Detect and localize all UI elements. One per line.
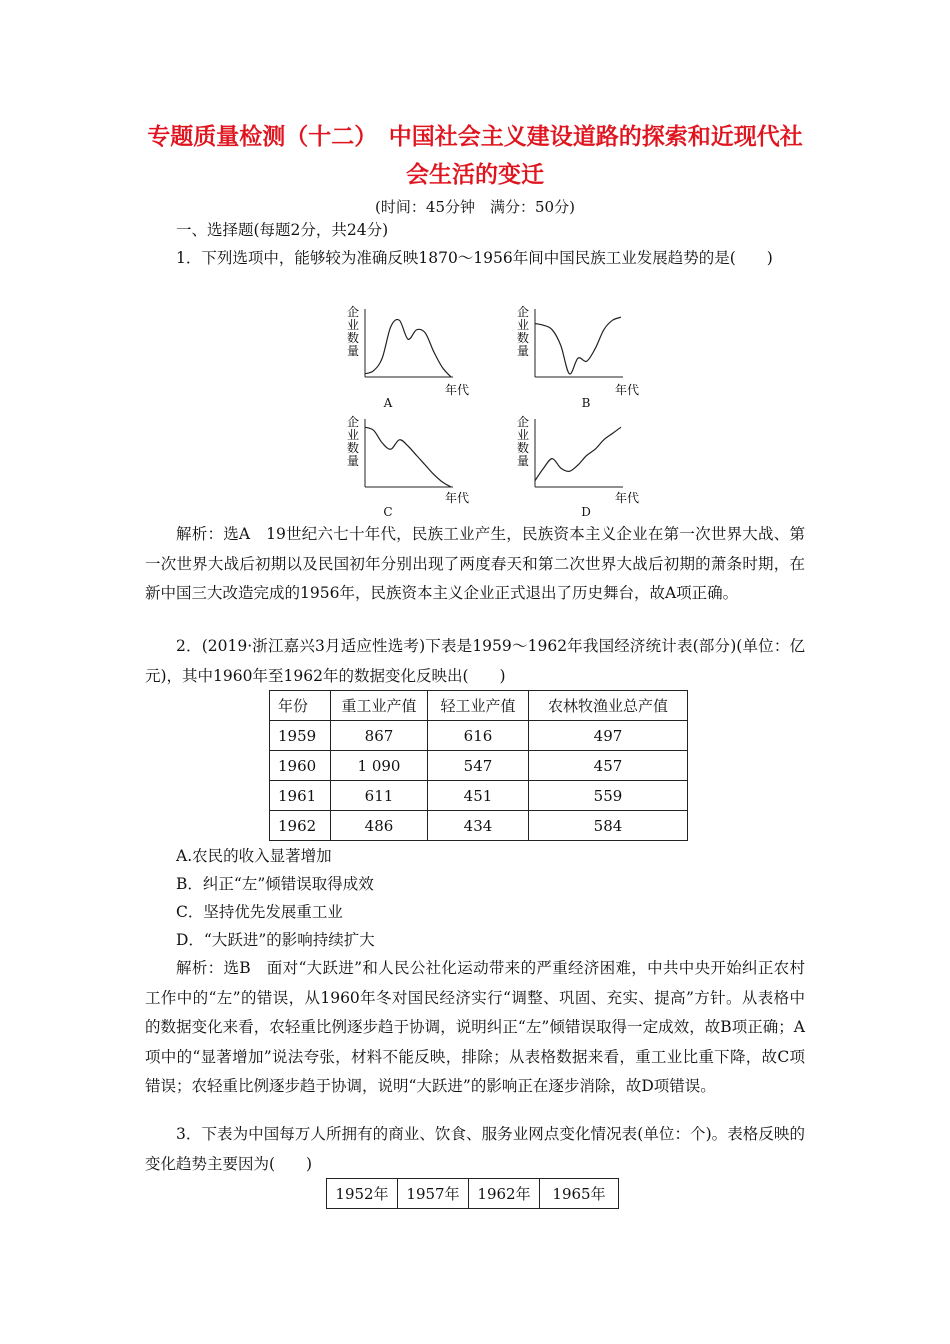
table-header-cell: 农林牧渔业总产值 (529, 691, 688, 721)
table-cell: 867 (331, 721, 428, 751)
outlet-change-table (326, 1178, 619, 1209)
table-cell: 1959 (270, 721, 331, 751)
chart-b-ylabel-char: 量 (517, 344, 530, 358)
chart-c-ylabel (347, 414, 359, 468)
chart-c (345, 414, 470, 514)
question-2-analysis: 解析：选B 面对“大跃进”和人民公社化运动带来的严重经济困难，中共中央开始纠正农村工作中的“左”的错误，从1960年冬对国民经济实行“调整、巩固、充实、提高”方针。从表格中的数据变化来看，农轻重比例逐步趋于协调，说明纠正“左”倾错误取得一定成效，故B项正确；A项中的“显著增加”说法夸张，材料不能反映，排除；从表格数据来看，重工业比重下降，故C项错误；农轻重比例逐步趋于协调，说明“大跃进”的影响正在逐步消除，故D项错误。 (145, 959, 805, 1095)
table-cell: 547 (428, 751, 529, 781)
document-title-line2: 会生活的变迁 (406, 162, 544, 188)
table-row (270, 751, 688, 781)
choice-a: A.农民的收入显著增加 (176, 847, 332, 865)
chart-c-ylabel-char: 数 (347, 441, 360, 455)
table-header-row (327, 1179, 619, 1209)
choice-b: B．纠正“左”倾错误取得成效 (176, 875, 374, 893)
table-cell: 434 (428, 811, 529, 841)
choice-c: C．坚持优先发展重工业 (176, 903, 343, 921)
chart-a-ylabel (347, 304, 359, 358)
table-cell: 559 (529, 781, 688, 811)
chart-b-ylabel-char: 业 (517, 318, 530, 332)
chart-d-ylabel-char: 数 (517, 441, 530, 455)
chart-b-ylabel (517, 304, 529, 358)
document-title-line1: 专题质量检测（十二） 中国社会主义建设道路的探索和近现代社 (147, 124, 803, 150)
chart-b-ylabel-char: 企 (517, 305, 530, 319)
table-cell: 451 (428, 781, 529, 811)
table-cell: 1962 (270, 811, 331, 841)
table-cell: 584 (529, 811, 688, 841)
table-cell: 486 (331, 811, 428, 841)
chart-c-svg (345, 414, 470, 514)
chart-a-xlabel: 年代 (445, 383, 470, 397)
question-3-stem: 3．下表为中国每万人所拥有的商业、饮食、服务业网点变化情况表(单位：个)。表格反映的变化趋势主要因为( ) (145, 1125, 805, 1173)
question-1-stem: 1．下列选项中，能够较为准确反映1870～1956年间中国民族工业发展趋势的是( ) (176, 249, 773, 267)
table-header-cell: 年份 (270, 691, 331, 721)
table-header-cell: 1962年 (469, 1179, 540, 1209)
table-header-cell: 1965年 (540, 1179, 619, 1209)
choice-d: D．“大跃进”的影响持续扩大 (176, 931, 375, 949)
question-2-stem: 2．(2019·浙江嘉兴3月适应性选考)下表是1959～1962年我国经济统计表(部分)(单位：亿元)，其中1960年至1962年的数据变化反映出( ) (145, 637, 805, 685)
table-header-cell: 1957年 (398, 1179, 469, 1209)
chart-b-option-label: B (581, 396, 591, 410)
chart-d-ylabel-char: 业 (517, 428, 530, 442)
economic-stats-table (269, 690, 688, 841)
chart-d-xlabel: 年代 (615, 491, 640, 505)
chart-b-ylabel-char: 数 (517, 331, 530, 345)
chart-c-ylabel-char: 业 (347, 428, 360, 442)
table-cell: 1 090 (331, 751, 428, 781)
table-row (270, 781, 688, 811)
chart-d-ylabel-char: 量 (517, 454, 530, 468)
time-info: (时间：45分钟 满分：50分) (375, 198, 575, 216)
table-cell: 1961 (270, 781, 331, 811)
question-1-analysis: 解析：选A 19世纪六七十年代，民族工业产生，民族资本主义企业在第一次世界大战、第一次世界大战后初期以及民国初年分别出现了两度春天和第二次世界大战后初期的萧条时期，在新中国三大改造完成的1956年，民族资本主义企业正式退出了历史舞台，故A项正确。 (145, 525, 805, 602)
chart-a-ylabel-char: 业 (347, 318, 360, 332)
chart-c-option-label: C (383, 505, 393, 519)
table-cell: 1960 (270, 751, 331, 781)
chart-d-option-label: D (581, 505, 591, 519)
table-row (270, 721, 688, 751)
chart-d-svg (515, 414, 640, 514)
chart-c-xlabel: 年代 (445, 491, 470, 505)
chart-b (515, 304, 640, 404)
chart-a-ylabel-char: 企 (347, 305, 360, 319)
table-row (270, 811, 688, 841)
table-cell: 457 (529, 751, 688, 781)
table-header-cell: 重工业产值 (331, 691, 428, 721)
chart-b-svg (515, 304, 640, 404)
table-cell: 616 (428, 721, 529, 751)
table-header-row (270, 691, 688, 721)
table-cell: 611 (331, 781, 428, 811)
table-header-cell: 轻工业产值 (428, 691, 529, 721)
chart-a-option-label: A (383, 396, 393, 410)
chart-b-xlabel: 年代 (615, 383, 640, 397)
chart-a (345, 304, 470, 404)
chart-a-ylabel-char: 数 (347, 331, 360, 345)
chart-b-line (535, 317, 621, 374)
chart-a-ylabel-char: 量 (347, 344, 360, 358)
chart-d-ylabel-char: 企 (517, 415, 530, 429)
table-cell: 497 (529, 721, 688, 751)
table-header-cell: 1952年 (327, 1179, 398, 1209)
chart-c-ylabel-char: 企 (347, 415, 360, 429)
chart-c-ylabel-char: 量 (347, 454, 360, 468)
section-heading: 一、选择题(每题2分，共24分) (176, 221, 389, 239)
chart-a-svg (345, 304, 470, 404)
chart-d (515, 414, 640, 514)
chart-d-line (535, 427, 621, 481)
chart-a-line (365, 320, 451, 377)
chart-c-line (365, 427, 451, 487)
chart-d-ylabel (517, 414, 529, 468)
